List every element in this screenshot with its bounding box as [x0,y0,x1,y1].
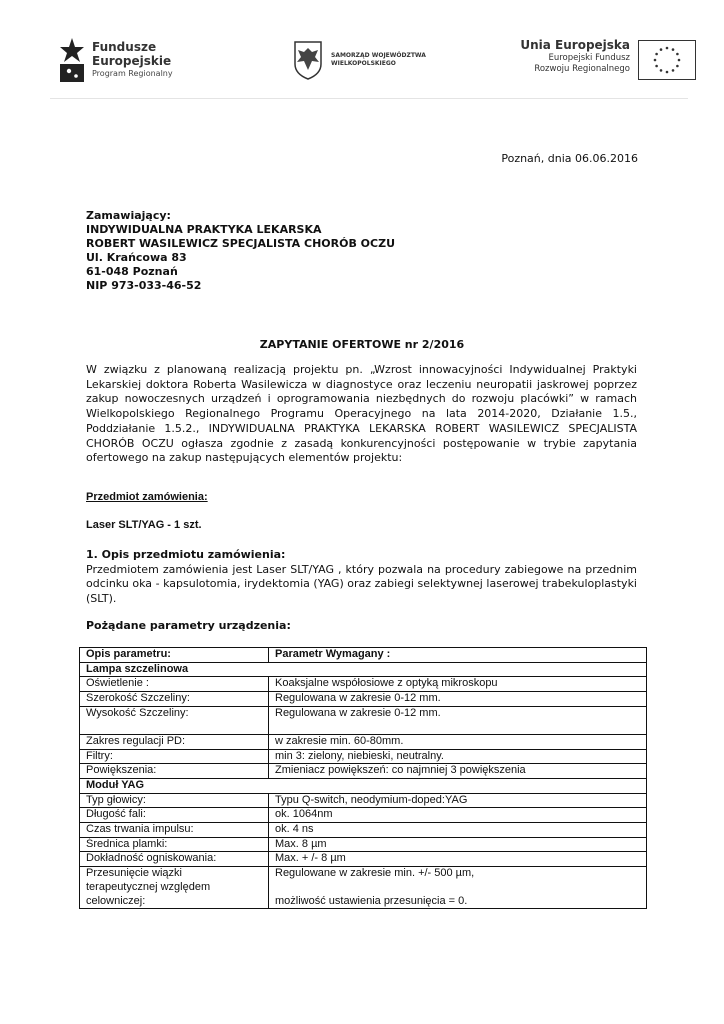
subject-heading: Przedmiot zamówienia: [86,491,208,503]
section-label: Moduł YAG [80,778,647,793]
table-row [80,764,647,779]
param-value: min 3: zielony, niebieski, neutralny. [269,749,647,764]
spacer [275,881,646,895]
party-nip: NIP 973-033-46-52 [86,279,202,292]
param-label: Długość fali: [80,808,269,823]
fe-line1: Fundusze [92,40,157,54]
table-row [80,852,647,867]
param-label-line: celowniczej: [86,894,146,907]
sw-line2: WIELKOPOLSKIEGO [331,60,396,67]
section-row [80,778,647,793]
header-cell: Parametr Wymagany : [269,648,647,663]
document-title: ZAPYTANIE OFERTOWE nr 2/2016 [259,338,465,351]
description-text: Przedmiotem zamówienia jest Laser SLT/YAG , który pozwala na procedury zabiegowe na przednim odcinku oka - kapsulotomia, irydektomia (YAG) oraz zabiegi selektywnej laserowej trabekuloplastyki (SLT). [86,562,637,606]
fe-line3: Program Regionalny [92,69,173,78]
param-label: Typ głowicy: [80,793,269,808]
contracting-party [86,209,395,293]
eu-flag-icon [638,40,696,80]
eagle-emblem-icon [293,40,323,80]
param-value: w zakresie min. 60-80mm. [269,734,647,749]
param-label-line: Przesunięcie wiązki [86,867,182,880]
param-value-line: Regulowane w zakresie min. +/- 500 µm, [275,867,475,880]
ue-line2: Europejski Fundusz [548,53,630,63]
star-logo-icon [60,38,84,82]
item-title: Laser SLT/YAG - 1 szt. [86,519,202,531]
param-value: ok. 1064nm [269,808,647,823]
document-date: Poznań, dnia 06.06.2016 [501,152,638,165]
fe-line2: Europejskie [92,54,172,68]
table-row [80,677,647,692]
param-value: ok. 4 ns [269,823,647,838]
intro-paragraph: W związku z planowaną realizacją projektu pn. „Wzrost innowacyjności Indywidualnej Praktyki Lekarskiej doktora Roberta Wasilewicza w diagnostyce oraz leczeniu neuropatii jaskrowej poprzez zakup nowoczesnych urządzeń i oprogramowania niezbędnych do rozwoju placówki” w ramach Wielkopolskiego Regionalnego Programu Operacyjnego na lata 2014-2020, Działanie 1.5., Poddziałanie 1.5.2., INDYWIDUALNA PRAKTYKA LEKARSKA ROBERT WASILEWICZ SPECJALISTA CHORÓB OCZU ogłasza zgodnie z zasadą konkurencyjności postępowanie w trybie zapytania ofertowego na zakup następujących elementów projektu: [86,363,637,465]
table-row [80,734,647,749]
param-label: Czas trwania impulsu: [80,823,269,838]
table-row [80,837,647,852]
param-label: Szerokość Szczeliny: [80,692,269,707]
description-heading: 1. Opis przedmiotu zamówienia: [86,548,286,561]
param-value: Typu Q-switch, neodymium-doped:YAG [269,793,647,808]
param-label: Wysokość Szczeliny: [80,706,269,734]
table-row [80,823,647,838]
param-label: Powiększenia: [80,764,269,779]
table-row [80,692,647,707]
param-value: Koaksjalne współosiowe z optyką mikroskopu [269,677,647,692]
sw-line1: SAMORZĄD WOJEWÓDZTWA [331,52,426,59]
param-value: Regulowana w zakresie 0-12 mm. [269,692,647,707]
param-value: Max. + /- 8 µm [269,852,647,867]
party-owner: ROBERT WASILEWICZ SPECJALISTA CHORÓB OCZU [86,237,396,250]
param-label: Dokładność ogniskowania: [80,852,269,867]
param-value: Max. 8 µm [269,837,647,852]
param-label [80,867,269,909]
header-cell: Opis parametru: [80,648,269,663]
party-street: Ul. Krańcowa 83 [86,251,187,264]
logo-header [50,28,688,99]
party-label: Zamawiający: [86,209,171,222]
table-header-row [80,648,647,663]
table-row [80,749,647,764]
section-label: Lampa szczelinowa [80,662,647,677]
param-label: Średnica plamki: [80,837,269,852]
description-section [86,548,637,607]
param-label: Zakres regulacji PD: [80,734,269,749]
section-row [80,662,647,677]
param-value: Regulowana w zakresie 0-12 mm. [269,706,647,734]
param-label: Filtry: [80,749,269,764]
param-label-line: terapeutycznej względem [86,880,211,893]
party-name: INDYWIDUALNA PRAKTYKA LEKARSKA [86,223,322,236]
ue-line1: Unia Europejska [520,38,630,52]
params-heading: Pożądane parametry urządzenia: [86,619,291,632]
parameters-table [79,647,647,909]
table-row [80,867,647,909]
ue-line3: Rozwoju Regionalnego [534,64,630,74]
param-label: Oświetlenie : [80,677,269,692]
param-value-line: możliwość ustawienia przesunięcia = 0. [275,894,468,907]
param-value [269,867,647,909]
table-row [80,793,647,808]
party-city: 61-048 Poznań [86,265,178,278]
table-row [80,706,647,734]
table-row [80,808,647,823]
param-value: Zmieniacz powiększeń: co najmniej 3 powiększenia [269,764,647,779]
